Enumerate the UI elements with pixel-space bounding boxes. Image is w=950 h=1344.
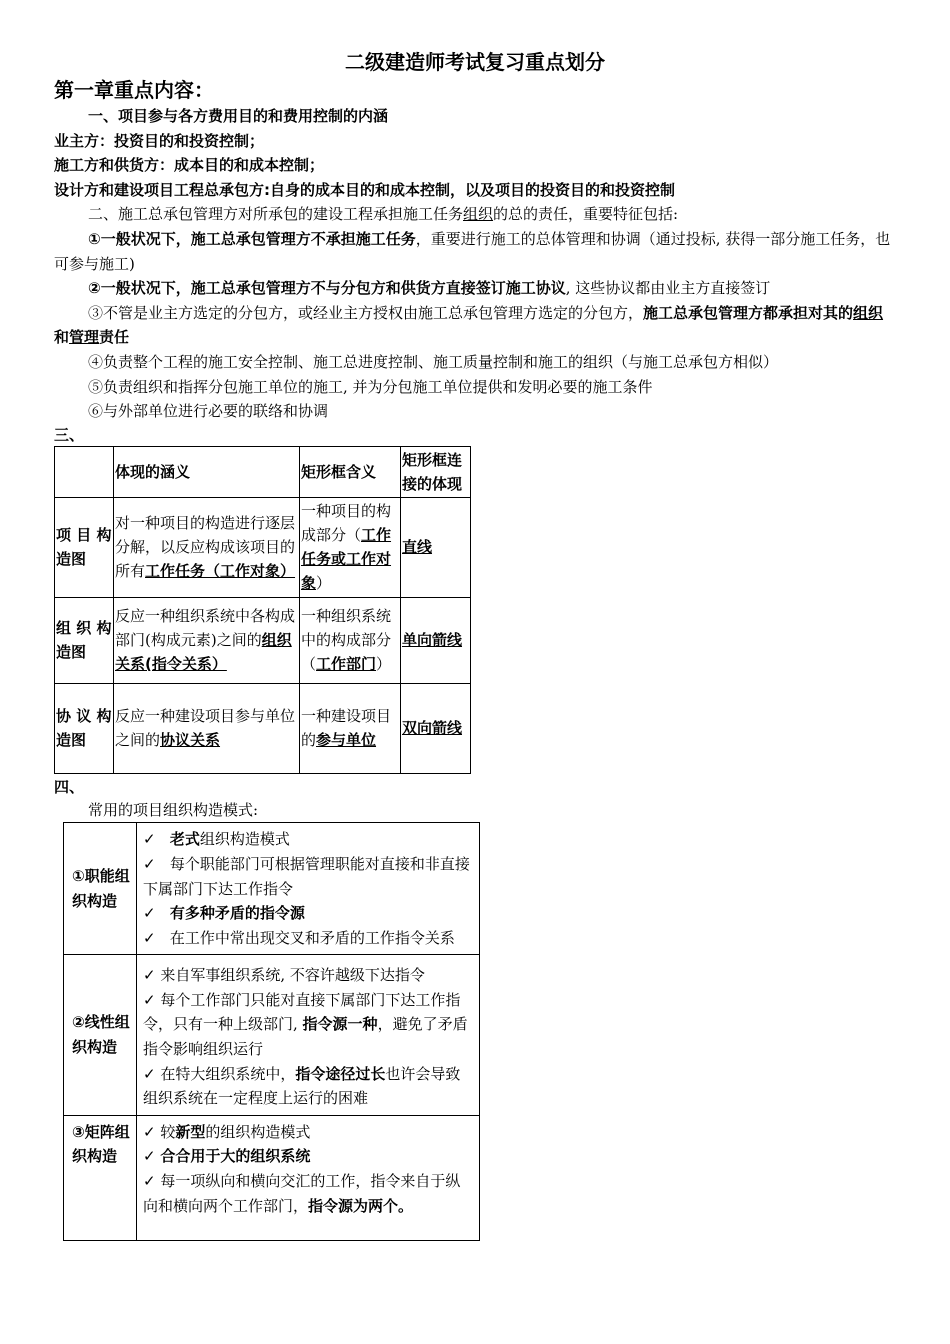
section-4-intro: 常用的项目组织构造模式: xyxy=(88,800,259,819)
item-bold: 合合用于大的组织系统 xyxy=(160,1147,311,1166)
item-bold: 指令源一种 xyxy=(302,1015,378,1034)
item-text: ，避免了矛盾指令影响组织运行 xyxy=(143,1015,468,1059)
section-4-label: 四、 xyxy=(54,777,85,796)
section-3-label: 三、 xyxy=(54,425,85,444)
item-text: 在工作中常出现交叉和矛盾的工作指令关系 xyxy=(169,928,455,947)
cell-organization-box xyxy=(300,597,401,683)
structure-diagram-table xyxy=(54,446,471,774)
table-header-empty xyxy=(55,446,114,497)
list-item xyxy=(143,963,473,988)
section-2-item-1 xyxy=(54,227,896,276)
s2-item-3-bold: 施工总承包管理方都承担对其的 xyxy=(643,303,854,322)
section-1-heading: 一、项目参与各方费用目的和费用控制的内涵 xyxy=(88,107,389,125)
item-bold: 有多种矛盾的指令源 xyxy=(169,904,305,923)
row-label-contract: 协 议 构造图 xyxy=(55,683,114,773)
cell-text: 反应一种组织系统中各构成部门(构成元素)之间的 xyxy=(115,607,296,650)
document-title: 二级建造师考试复习重点划分 xyxy=(345,50,605,74)
table-row xyxy=(64,955,480,1116)
check-icon: ✓ xyxy=(143,830,156,849)
cell-project-meaning xyxy=(114,497,300,597)
cell-underline: 协议关系 xyxy=(160,731,221,750)
table-row xyxy=(55,683,471,773)
check-icon: ✓ xyxy=(143,928,156,947)
list-item xyxy=(143,988,473,1062)
item-text: 也许会导致组织系统在一定程度上运行的困难 xyxy=(143,1064,461,1108)
cell-underline: 工作任务或工作对象 xyxy=(301,526,392,593)
section-2-item-3 xyxy=(54,301,896,350)
cell-text: 一种项目的构成部分（ xyxy=(301,502,392,545)
list-item xyxy=(143,1169,473,1218)
section-2-item-6: ⑥与外部单位进行必要的联络和协调 xyxy=(88,402,329,421)
section-1-line-1: 业主方：投资目的和投资控制； xyxy=(54,131,265,150)
cell-underline: 工作任务（工作对象） xyxy=(145,562,296,581)
section-2-item-5: ⑤负责组织和指挥分包施工单位的施工, 并为分包施工单位提供和发明必要的施工条件 xyxy=(88,377,653,396)
cell-text: 一种组织系统中的构成部分（ xyxy=(301,607,392,674)
cell-underline: 参与单位 xyxy=(316,731,377,750)
cell-organization-meaning xyxy=(114,597,300,683)
table-header-box-meaning: 矩形框含义 xyxy=(300,446,401,497)
document-page xyxy=(54,48,896,1241)
s2-item-3-underline-2: 管理 xyxy=(69,328,100,347)
s2-item-1-rest: ，重要进行施工的总体管理和协调（通过投标, 获得一部分施工任务，也可参与施工) xyxy=(54,229,891,273)
s2-heading-underline: 组织 xyxy=(463,205,494,224)
list-item xyxy=(143,1120,473,1145)
cell-project-connection: 直线 xyxy=(401,497,471,597)
item-text: 较 xyxy=(160,1122,176,1141)
s2-heading-tail: 的总的责任，重要特征包括: xyxy=(493,205,679,224)
cell-contract-meaning xyxy=(114,683,300,773)
cell-underline: 组织关系(指令关系） xyxy=(115,631,292,674)
check-icon: ✓ xyxy=(143,1122,156,1141)
check-icon: ✓ xyxy=(143,1172,156,1191)
row-label-functional: ①职能组织构造 xyxy=(64,823,137,955)
s2-item-3-and: 和 xyxy=(54,328,70,347)
cell-text: 一种建设项目的 xyxy=(301,707,392,750)
s2-item-2-bold: ②一般状况下，施工总承包管理方不与分包方和供货方直接签订施工协议 xyxy=(88,279,566,298)
check-icon: ✓ xyxy=(143,904,156,923)
table-row xyxy=(64,823,480,955)
cell-contract-connection: 双向箭线 xyxy=(401,683,471,773)
item-text: 在特大组织系统中， xyxy=(160,1064,296,1083)
item-bold: 指令源为两个。 xyxy=(308,1196,414,1215)
item-text: 每一项纵向和横向交汇的工作，指令来自于纵向和横向两个工作部门， xyxy=(143,1172,461,1215)
item-bold: 老式 xyxy=(169,830,200,849)
item-bold: 新型 xyxy=(175,1122,206,1141)
section-2-heading xyxy=(54,202,896,227)
row-label-project: 项 目 构造图 xyxy=(55,497,114,597)
check-icon: ✓ xyxy=(143,990,156,1009)
item-bold: 指令途径过长 xyxy=(295,1064,386,1083)
section-2-item-4: ④负责整个工程的施工安全控制、施工总进度控制、施工质量控制和施工的组织（与施工总承包方相似） xyxy=(88,352,779,371)
table-row xyxy=(55,597,471,683)
item-text: 每个工作部门只能对直接下属部门下达工作指令，只有一种上级部门, xyxy=(143,990,461,1034)
section-2-item-2 xyxy=(54,276,896,301)
cell-functional xyxy=(137,823,480,955)
s2-item-2-rest: , 这些协议都由业主方直接签订 xyxy=(565,279,771,298)
list-item xyxy=(143,901,473,926)
item-text: 来自军事组织系统, 不容许越级下达指令 xyxy=(160,966,425,985)
cell-project-box xyxy=(300,497,401,597)
cell-matrix xyxy=(137,1115,480,1240)
row-label-matrix: ③矩阵组织构造 xyxy=(64,1115,137,1240)
table-header-connection: 矩形框连接的体现 xyxy=(401,446,471,497)
table-header-meaning: 体现的涵义 xyxy=(114,446,300,497)
org-structure-table xyxy=(63,822,480,1241)
s2-item-1-bold: ①一般状况下，施工总承包管理方不承担施工任务 xyxy=(88,229,416,248)
check-icon: ✓ xyxy=(143,966,156,985)
s2-heading-text: 二、施工总承包管理方对所承包的建设工程承担施工任务 xyxy=(88,205,464,224)
row-label-linear: ②线性组织构造 xyxy=(64,955,137,1116)
check-icon: ✓ xyxy=(143,1147,156,1166)
section-1-line-3: 设计方和建设项目工程总承包方:自身的成本目的和成本控制，以及项目的投资目的和投资控制 xyxy=(54,180,676,199)
row-label-organization: 组 织 构造图 xyxy=(55,597,114,683)
check-icon: ✓ xyxy=(143,854,156,873)
cell-text: 反应一种建设项目参与单位之间的 xyxy=(115,707,296,750)
item-text: 的组织构造模式 xyxy=(205,1122,311,1141)
section-1-line-2: 施工方和供货方：成本目的和成本控制； xyxy=(54,156,325,175)
s2-item-3-text: ③不管是业主方选定的分包方，或经业主方授权由施工总承包管理方选定的分包方， xyxy=(88,303,644,322)
item-text: 每个职能部门可根据管理职能对直接和非直接下属部门下达工作指令 xyxy=(143,854,470,898)
list-item xyxy=(143,827,473,852)
chapter-heading: 第一章重点内容： xyxy=(54,78,214,102)
s2-item-3-tail: 责任 xyxy=(99,328,130,347)
cell-text: 对一种项目的构造进行逐层分解，以反应构成该项目的所有 xyxy=(115,514,296,581)
item-text: 组织构造模式 xyxy=(199,830,290,849)
list-item xyxy=(143,1144,473,1169)
cell-contract-box xyxy=(300,683,401,773)
cell-underline: 工作部门 xyxy=(316,655,377,674)
list-item xyxy=(143,1062,473,1111)
table-row xyxy=(64,1115,480,1240)
cell-text: ） xyxy=(376,655,392,674)
cell-text: ） xyxy=(316,574,332,593)
cell-linear xyxy=(137,955,480,1116)
table-row xyxy=(55,497,471,597)
s2-item-3-underline-1: 组织 xyxy=(853,303,884,322)
list-item xyxy=(143,926,473,951)
check-icon: ✓ xyxy=(143,1064,156,1083)
cell-organization-connection: 单向箭线 xyxy=(401,597,471,683)
table-header-row xyxy=(55,446,471,497)
list-item xyxy=(143,852,473,901)
